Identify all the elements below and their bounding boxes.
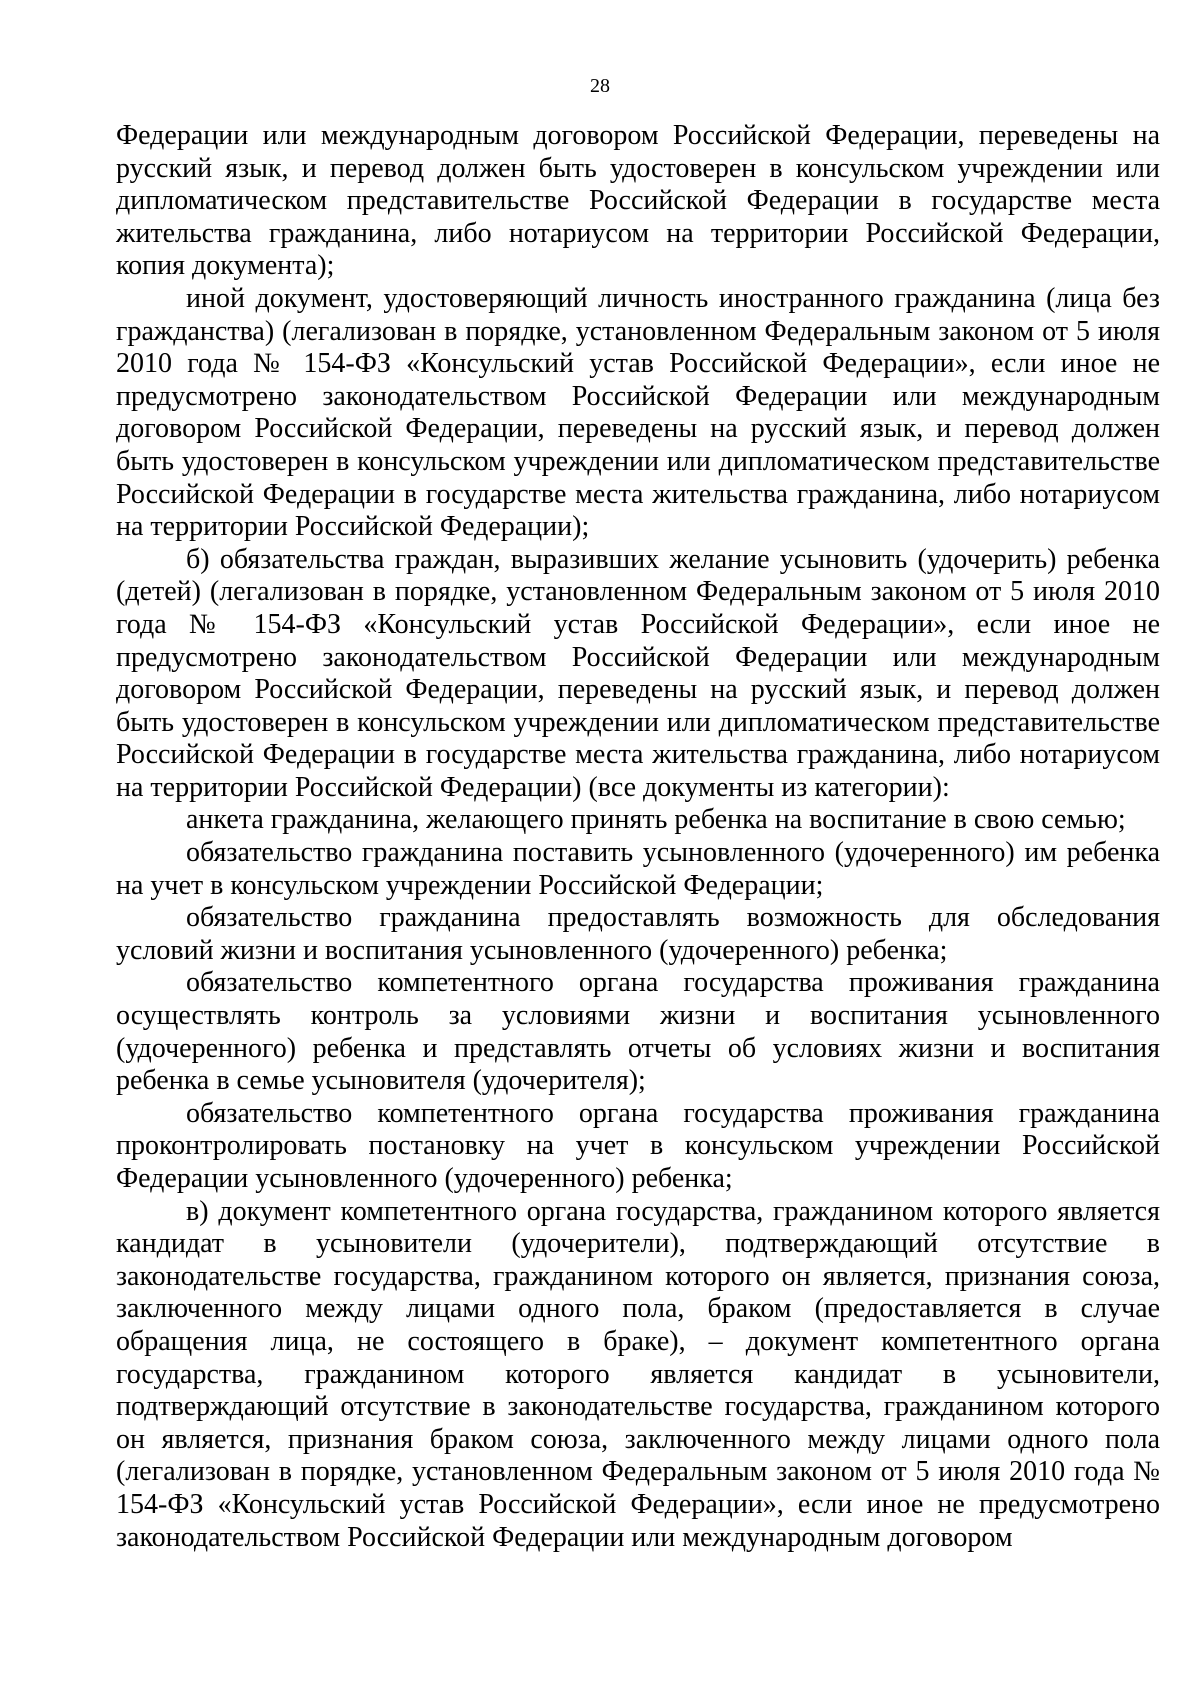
paragraph-obligation-inspection: обязательство гражданина предоставлять возможность для обследования условий жизни и воспитания усыновленного (удочеренного) ребенка;: [116, 902, 1160, 966]
paragraph-other-id-document: иной документ, удостоверяющий личность иностранного гражданина (лица без гражданства) (легализован в порядке, установленном Федеральным законом от 5 июля 2010 года № 154-ФЗ «Консульский устав Российской Федерации», если иное не предусмотрено законодательством Российской Федерации или международным договором Российской Федерации, переведены на русский язык, и перевод должен быть удостоверен в консульском учреждении или дипломатическом представительстве Российской Федерации в государстве места жительства гражданина, либо нотариусом на территории Российской Федерации);: [116, 282, 1160, 543]
paragraph-obligation-registration: обязательство гражданина поставить усыновленного (удочеренного) им ребенка на учет в консульском учреждении Российской Федерации;: [116, 837, 1160, 901]
paragraph-obligation-control: обязательство компетентного органа государства проживания гражданина осуществлять контроль за условиями жизни и воспитания усыновленного (удочеренного) ребенка и представлять отчеты об условиях жизни и воспитания ребенка в семье усыновителя (удочерителя);: [116, 967, 1160, 1097]
paragraph-item-v-document: в) документ компетентного органа государства, гражданином которого является кандидат в усыновители (удочерители), подтверждающий отсутствие в законодательстве государства, гражданином которого он является, признания союза, заключенного между лицами одного пола, браком (предоставляется в случае обращения лица, не состоящего в браке), – документ компетентного органа государства, гражданином которого является кандидат в усыновители, подтверждающий отсутствие в законодательстве государства, гражданином которого он является, признания браком союза, заключенного между лицами одного пола (легализован в порядке, установленном Федеральным законом от 5 июля 2010 года № 154-ФЗ «Консульский устав Российской Федерации», если иное не предусмотрено законодательством Российской Федерации или международным договором: [116, 1195, 1160, 1553]
paragraph-continuation: Федерации или международным договором Российской Федерации, переведены на русский язык, и перевод должен быть удостоверен в консульском учреждении или дипломатическом представительстве Российской Федерации в государстве места жительства гражданина, либо нотариусом на территории Российской Федерации, копия документа);: [116, 120, 1160, 282]
paragraph-questionnaire: анкета гражданина, желающего принять ребенка на воспитание в свою семью;: [186, 804, 1126, 836]
page-number: 28: [590, 75, 610, 97]
paragraph-obligation-monitor-registration: обязательство компетентного органа государства проживания гражданина проконтролировать постановку на учет в консульском учреждении Российской Федерации усыновленного (удочеренного) ребенка;: [116, 1097, 1160, 1194]
paragraph-item-b-obligations: б) обязательства граждан, выразивших желание усыновить (удочерить) ребенка (детей) (легализован в порядке, установленном Федеральным законом от 5 июля 2010 года № 154-ФЗ «Консульский устав Российской Федерации», если иное не предусмотрено законодательством Российской Федерации или международным договором Российской Федерации, переведены на русский язык, и перевод должен быть удостоверен в консульском учреждении или дипломатическом представительстве Российской Федерации в государстве места жительства гражданина, либо нотариусом на территории Российской Федерации) (все документы из категории):: [116, 543, 1160, 803]
document-body: [116, 120, 1160, 1554]
